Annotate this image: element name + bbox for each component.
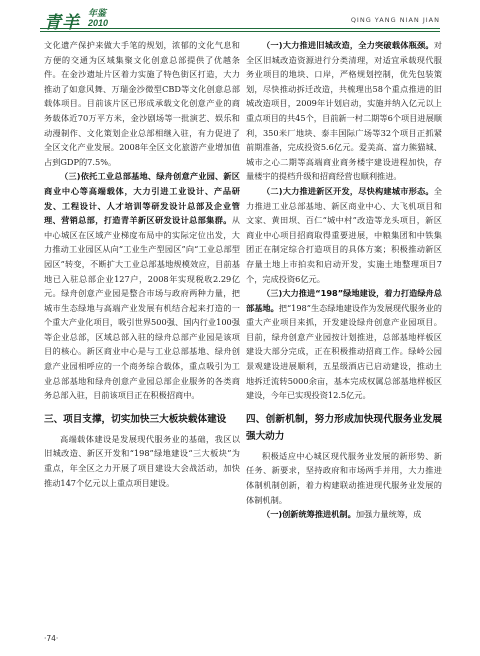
page-header: [0, 0, 480, 34]
subsection-heading: （一)大力推进旧城改造，全力突破载体瓶颈。: [262, 40, 434, 50]
page-number: ·74·: [44, 634, 59, 643]
right-column: [246, 38, 442, 522]
logo-year: [88, 8, 108, 28]
paragraph: [44, 169, 240, 403]
logo-year-top: 年鉴: [88, 8, 107, 18]
subsection-heading: （一)创新统筹推进机制。: [262, 509, 356, 520]
paragraph-text: 从中心城区在区域产业梯度布局中的实际定位出发，大力推动工业园区从向“工业生产型园区”向“工业总部型园区”转变，不断扩大工业总部基地规模效应，目前基地已入驻总部企业127户，2008年实现税收2.29亿元。绿舟创意产业园是整合市场与政府两种力量，把城市生态绿地与高端产业发展有机结合起来打造的一个重大产业化项目，吸引世界500强、国内行业100强等企业总部，区域总部入驻的绿舟总部产业园是该项目的核心。新区商业中心是与工业总部基地、绿舟创意产业园相呼应的一个商务综合载体，重点吸引为工业总部基地和绿舟创意产业园总部企业服务的各类商务总部入驻，目前该项目正在积极招商中。: [44, 215, 240, 401]
paragraph: [246, 184, 442, 286]
logo-year-bottom: 2010: [88, 18, 109, 28]
yearbook-logo: [44, 8, 142, 33]
section-heading: 三、项目支撑，切实加快三大板块载体建设: [44, 413, 227, 425]
logo-text: 青羊: [44, 13, 80, 33]
paragraph: 积极适应中心城区现代服务业发展的新形势、新任务、新要求，坚持政府和市场两手并用，大力推进体制机制创新，着力构建联动推进现代服务业发展的体制机制。: [246, 450, 442, 505]
left-column: [44, 38, 240, 490]
paragraph: [246, 286, 442, 403]
paragraph-text: 加强力量统筹，成: [355, 509, 422, 520]
paragraph-text: 全力推进工业总部基地、新区商业中心、大飞机项目和文家、黄田坝、百仁“城中村”改造等龙头项目，新区商业中心项目招商取得重要进展，中粮集团和中铁集团正在制定综合打造项目的具体方案；积极推动新区存量土地上市拍卖和启动开发，实施土地整理项目7个，完成投资6亿元。: [246, 185, 442, 284]
header-divider: [40, 28, 440, 29]
subsection-heading: （三)大力推进“198”绿地建设，着力打造绿舟总部基地。: [246, 288, 442, 313]
paragraph-text: 把“198”生态绿地建设作为发展现代服务业的重大产业项目来抓，开发建设绿舟创意产业园项目。目前，绿舟创意产业园按计划推进，总部基地样板区建设大部分完成，正在积极推动招商工作。绿岭公园景观建设进展顺利，五星级酒店已启动建设，推动土地拆迁流转5000余亩，基本完成权属总部基地样板区建设，今年已实现投资12.5亿元。: [246, 302, 442, 401]
subsection-heading: （二)大力推进新区开发，尽快构建城市形态。: [262, 185, 434, 196]
paragraph: [246, 38, 442, 184]
paragraph: [246, 507, 442, 522]
header-pinyin: QING YANG NIAN JIAN: [350, 16, 440, 24]
paragraph: 高端载体建设是发展现代服务业的基础，我区以旧城改造、新区开发和“198”绿地建设“三大板块”为重点，年全区之力开展了项目建设大会战活动，加快推动147个亿元以上重点项目建设。: [44, 433, 240, 488]
paragraph-text: 对全区旧城改造资源进行分类清理，对适宜承载现代服务业项目的地块、口岸，严格规划控制，优先包装策划，尽快推动拆迁改造，共梳理出58个重点推进的旧城改造项目，2009年计划启动，实施并纳入亿元以上重点项目的共45个，目前新一村二期等6个项目进展顺利，350米厂地块、泰丰国际广场等32个项目正抓紧前期准备，完成投资5.6亿元。爱美高、富力熊猫城、城市之心二期等高端商业商务楼宇建设进程加快，存量楼宇的提档升级和招商经营也顺利推进。: [246, 40, 442, 182]
section-heading: 四、创新机制，努力形成加快现代服务业发展强大动力: [246, 413, 442, 442]
subsection-heading: （三)依托工业总部基地、绿舟创意产业园、新区商业中心等高端载体，大力引进工业设计、产品研发、工程设计、人才培训等研发设计总部及企业管理、营销总部，打造青羊新区研发设计总部集群。: [44, 171, 240, 226]
header-divider-thin: [40, 31, 440, 32]
paragraph: 文化遗产保护来做大手笔的规划，浓郁的文化气息和方便的交通为区域集聚文化创意总部提供了优越条件。在金沙遗址片区着力实施了特色街区打造，大力推动了如意风舞、万瑞金沙微型CBD等文化创意总部载体项目。目前该片区已形成承载文化创意产业的商务载体近70万平方米，金沙剧场等一批演艺、娱乐和动漫制作、文化策划企业总部相继入驻，有力促进了全区文化产业发展。2008年全区文化旅游产业增加值占到GDP的7.5%。: [44, 40, 240, 167]
